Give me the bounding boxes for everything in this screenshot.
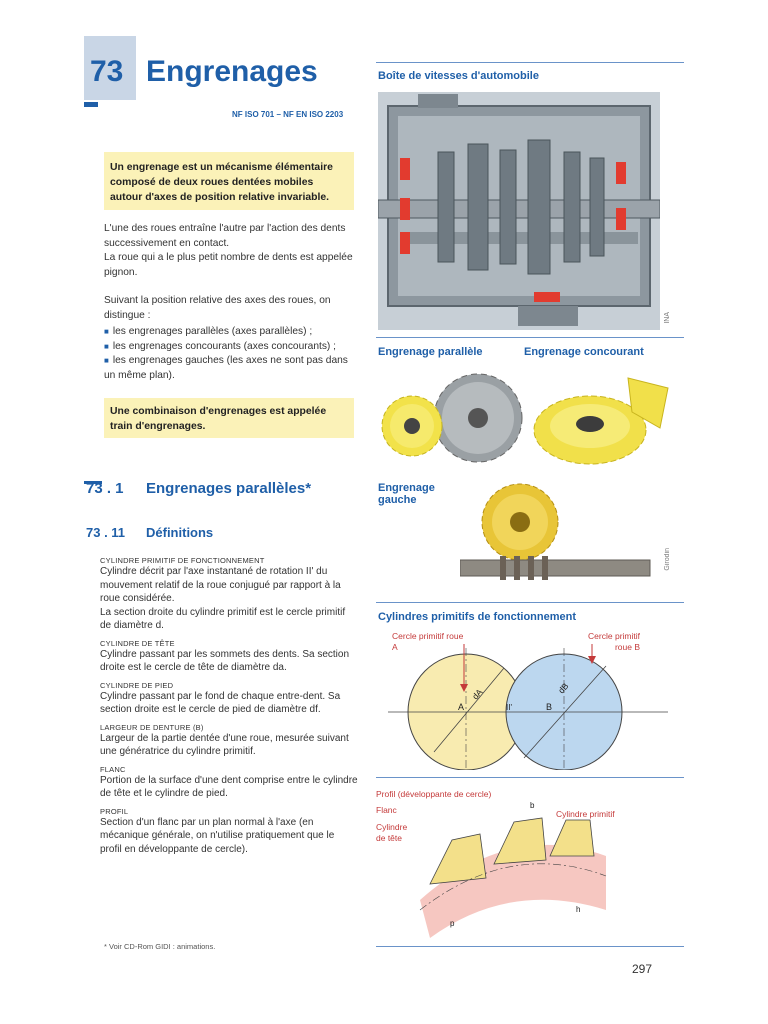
definition-text-2: La section droite du cylindre primitif est le cercle primitif de diamètre d. bbox=[100, 606, 346, 631]
intro-paragraph-1 bbox=[104, 222, 356, 280]
gearbox-title: Boîte de vitesses d'automobile bbox=[378, 70, 539, 82]
point-b-label: B bbox=[546, 702, 553, 712]
subsection-number: 73 . 11 bbox=[86, 525, 126, 540]
train-box bbox=[104, 398, 354, 438]
definition-text: Portion de la surface d'une dent comprise entre le cylindre de tête et le cylindre de pied. bbox=[100, 774, 358, 799]
definition-text: Section d'un flanc par un plan normal à l'axe (en mécanique générale, on n'utilise pratiquement que le profil en développante de cercle). bbox=[100, 816, 335, 855]
tooth-height-label: h bbox=[576, 905, 581, 914]
label-circle-a: Cercle primitif roue A bbox=[392, 631, 464, 652]
section-title: Engrenages parallèles* bbox=[146, 480, 312, 497]
definition-item bbox=[100, 639, 358, 675]
point-ii-label: II' bbox=[506, 703, 512, 712]
definition-term: CYLINDRE PRIMITIF DE FONCTIONNEMENT bbox=[100, 556, 265, 565]
cylinders-title: Cylindres primitifs de fonctionnement bbox=[378, 611, 577, 623]
bullet-square-icon: ■ bbox=[104, 356, 109, 365]
chapter-title: Engrenages bbox=[146, 55, 318, 88]
figure-rule bbox=[376, 777, 684, 778]
tooth-profile-diagram bbox=[410, 800, 610, 940]
bevel-gear-title: Engrenage concourant bbox=[524, 346, 644, 358]
bullet-square-icon: ■ bbox=[104, 341, 109, 351]
intro-p3: Suivant la position relative des axes des roues, on distingue : bbox=[104, 295, 331, 321]
page-number: 297 bbox=[631, 962, 652, 976]
section-number: 73 . 1 bbox=[86, 480, 124, 497]
chapter-number: 73 bbox=[90, 55, 124, 88]
norm-reference: NF ISO 701 – NF EN ISO 2203 bbox=[232, 110, 344, 119]
gearbox-illustration bbox=[378, 92, 660, 330]
definition-item bbox=[100, 681, 358, 717]
worm-gear-illustration bbox=[460, 476, 660, 594]
worm-gear-title: Engrenage gauche bbox=[378, 482, 435, 506]
definition-box bbox=[104, 152, 354, 210]
definitions-list bbox=[100, 556, 358, 856]
train-text: Une combinaison d'engrenages est appelée train d'engrenages. bbox=[110, 406, 327, 432]
label-circle-b: Cercle primitif roue B bbox=[588, 631, 640, 652]
definition-term: CYLINDRE DE TÊTE bbox=[100, 638, 175, 648]
definition-text: Cylindre passant par les sommets des dents. Sa section droite est le cercle de tête de diamètre da. bbox=[100, 648, 350, 673]
label-profile: Profil (développante de cercle) bbox=[376, 789, 492, 799]
intro-p2: La roue qui a le plus petit nombre de dents est appelée pignon. bbox=[104, 252, 353, 278]
face-width-label: b bbox=[530, 801, 535, 810]
definition-item bbox=[100, 807, 358, 857]
parallel-gear-title: Engrenage parallèle bbox=[378, 346, 483, 358]
intro-p1: L'une des roues entraîne l'autre par l'action des dents successivement en contact. bbox=[104, 223, 346, 249]
worm-gear-credit: Girodin bbox=[664, 548, 671, 571]
bevel-gear-illustration bbox=[528, 368, 678, 472]
gearbox-credit: INA bbox=[664, 312, 671, 324]
parallel-gear-illustration bbox=[378, 370, 526, 470]
bullet-item: ■ les engrenages parallèles (axes parallèles) ; bbox=[104, 326, 313, 337]
figure-rule bbox=[376, 946, 684, 947]
label-flank: Flanc bbox=[376, 805, 397, 815]
figure-rule bbox=[376, 602, 684, 603]
tooth-pitch-label: p bbox=[450, 919, 455, 928]
definition-item bbox=[100, 723, 358, 759]
definition-item bbox=[100, 556, 358, 633]
definition-item bbox=[100, 765, 358, 801]
definition-text: Cylindre décrit par l'axe instantané de rotation II' du mouvement relatif de la roue conjugué par rapport à la roue considérée. bbox=[100, 566, 341, 604]
definition-term: CYLINDRE DE PIED bbox=[100, 680, 174, 690]
bullet-square-icon: ■ bbox=[104, 327, 109, 336]
dim-da-label: dA bbox=[470, 686, 485, 702]
definition-term: FLANC bbox=[100, 764, 126, 774]
intro-paragraph-2 bbox=[104, 294, 356, 383]
figure-rule bbox=[376, 62, 684, 63]
label-pitch-cylinder: Cylindre primitif bbox=[556, 809, 615, 819]
figure-rule bbox=[376, 337, 684, 338]
definition-term: PROFIL bbox=[100, 806, 129, 816]
label-tip-cylinder: Cylindre de tête bbox=[376, 822, 408, 843]
bullet-item: ■ les engrenages gauches (les axes ne sont pas dans un même plan). bbox=[104, 355, 348, 381]
point-a-label: A bbox=[458, 702, 465, 712]
definition-text: Un engrenage est un mécanisme élémentaire composé de deux roues dentées mobiles autour d'axes de position relative invariable. bbox=[110, 162, 333, 203]
chapter-accent-bar bbox=[84, 102, 98, 107]
footnote: * Voir CD-Rom GIDI : animations. bbox=[104, 942, 216, 951]
bullet-item: ■ les engrenages concourants (axes concourants) ; bbox=[104, 340, 336, 352]
subsection-title: Définitions bbox=[146, 525, 214, 540]
definition-text: Cylindre passant par le fond de chaque entre-dent. Sa section droite est le cercle de pied de diamètre df. bbox=[100, 690, 341, 715]
dim-db-label: dB bbox=[556, 680, 571, 696]
definition-term: LARGEUR DE DENTURE (B) bbox=[100, 722, 204, 732]
definition-text: Largeur de la partie dentée d'une roue, mesurée suivant une génératrice du cylindre primitif. bbox=[100, 732, 349, 757]
